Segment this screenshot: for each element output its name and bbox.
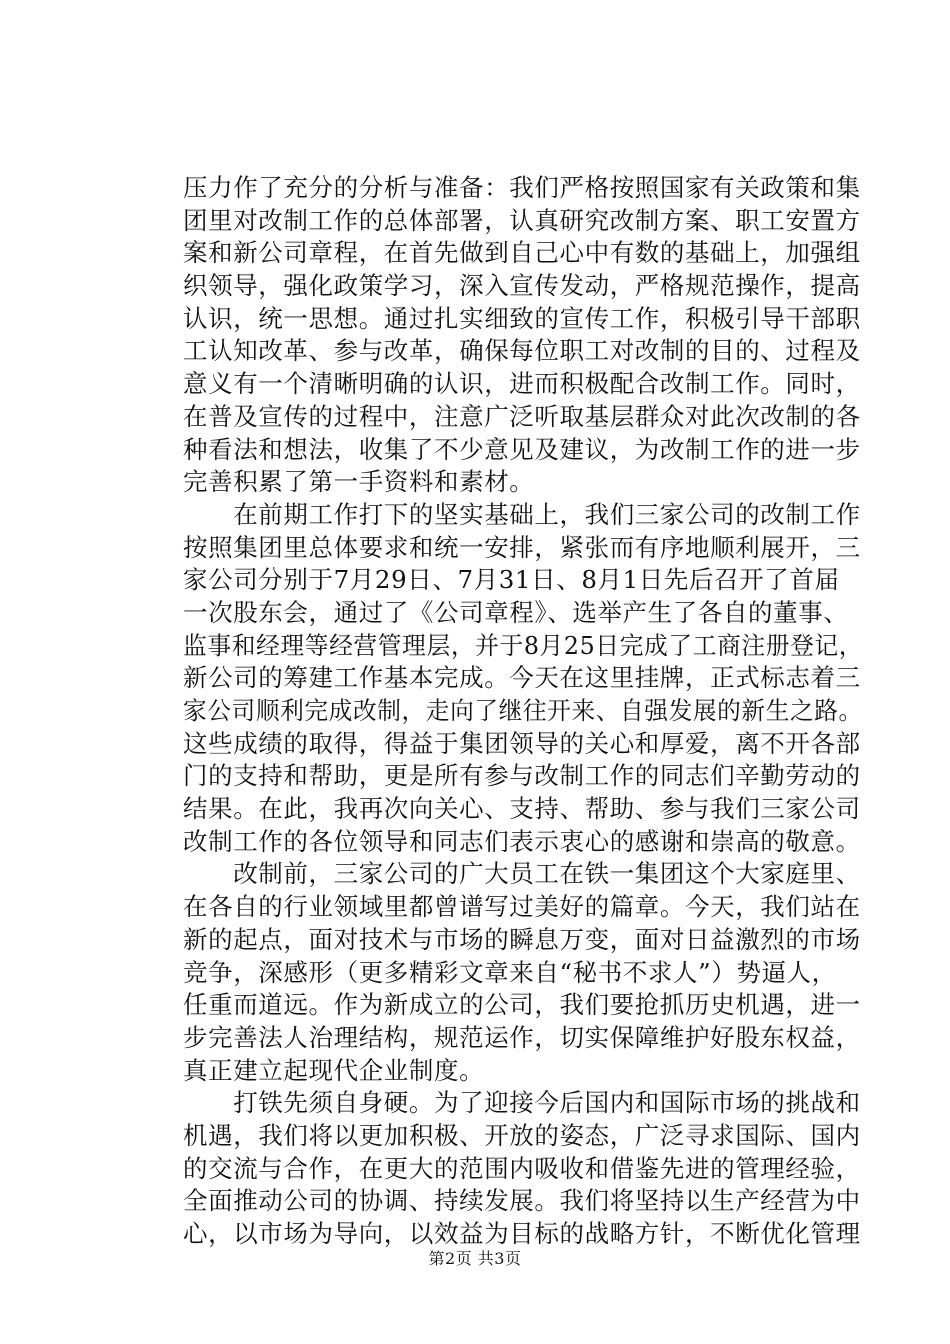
text-line: 的交流与合作，在更大的范围内吸收和借鉴先进的管理经验， [183,1153,861,1183]
text-line: 全面推动公司的协调、持续发展。我们将坚持以生产经营为中 [183,1186,861,1216]
page-footer: 第2页 共3页 [428,1249,522,1268]
text-line: 改制工作的各位领导和同志们表示衷心的感谢和崇高的敬意。 [183,826,861,856]
text-line: 认识，统一思想。通过扎实细致的宣传工作，积极引导干部职 [183,303,861,333]
text-line: 结果。在此，我再次向关心、支持、帮助、参与我们三家公司 [183,794,861,824]
document-body [183,172,863,1251]
text-line: 竞争，深感形（更多精彩文章来自“秘书不求人”）势逼人， [183,957,837,987]
text-line: 新的起点，面对技术与市场的瞬息万变，面对日益激烈的市场 [183,924,861,954]
text-line: 一次股东会，通过了《公司章程》、选举产生了各自的董事、 [183,597,849,627]
text-line: 意义有一个清晰明确的认识，进而积极配合改制工作。同时， [183,369,861,399]
text-line: 家公司顺利完成改制，走向了继往开来、自强发展的新生之路。 [183,696,863,725]
text-line: 在普及宣传的过程中，注意广泛听取基层群众对此次改制的各 [183,401,861,431]
text-line: 压力作了充分的分析与准备：我们严格按照国家有关政策和集 [183,173,861,202]
text-line: 监事和经理等经营管理层，并于8月25日完成了工商注册登记， [183,630,864,660]
text-line: 在各自的行业领域里都曾谱写过美好的篇章。今天，我们站在 [183,892,861,922]
text-line: 完善积累了第一手资料和素材。 [183,467,535,497]
text-line: 这些成绩的取得，得益于集团领导的关心和厚爱，离不开各部 [183,728,861,758]
text-line: 团里对改制工作的总体部署，认真研究改制方案、职工安置方 [183,205,861,235]
text-line: 门的支持和帮助，更是所有参与改制工作的同志们辛勤劳动的 [183,761,861,791]
text-line: 新公司的筹建工作基本完成。今天在这里挂牌，正式标志着三 [183,663,861,693]
text-line: 按照集团里总体要求和统一安排，紧张而有序地顺利展开，三 [183,532,861,562]
text-line: 真正建立起现代企业制度。 [183,1055,485,1085]
text-line: 心，以市场为导向，以效益为目标的战略方针，不断优化管理 [183,1219,861,1248]
text-line: 在前期工作打下的坚实基础上，我们三家公司的改制工作 [183,499,861,529]
text-line: 种看法和想法，收集了不少意见及建议，为改制工作的进一步 [183,434,861,464]
text-line: 改制前，三家公司的广大员工在铁一集团这个大家庭里、 [183,859,861,889]
text-line: 案和新公司章程，在首先做到自己心中有数的基础上，加强组 [183,238,861,268]
text-line: 家公司分别于7月29日、7月31日、8月1日先后召开了首届 [183,565,840,595]
text-line: 机遇，我们将以更加积极、开放的姿态，广泛寻求国际、国内 [183,1120,861,1150]
text-line: 步完善法人治理结构，规范运作，切实保障维护好股东权益， [183,1022,861,1052]
text-line: 任重而道远。作为新成立的公司，我们要抢抓历史机遇，进一 [183,990,861,1020]
text-line: 工认知改革、参与改革，确保每位职工对改制的目的、过程及 [183,336,861,366]
text-line: 织领导，强化政策学习，深入宣传发动，严格规范操作，提高 [183,271,861,301]
text-line: 打铁先须自身硬。为了迎接今后国内和国际市场的挑战和 [183,1088,861,1118]
